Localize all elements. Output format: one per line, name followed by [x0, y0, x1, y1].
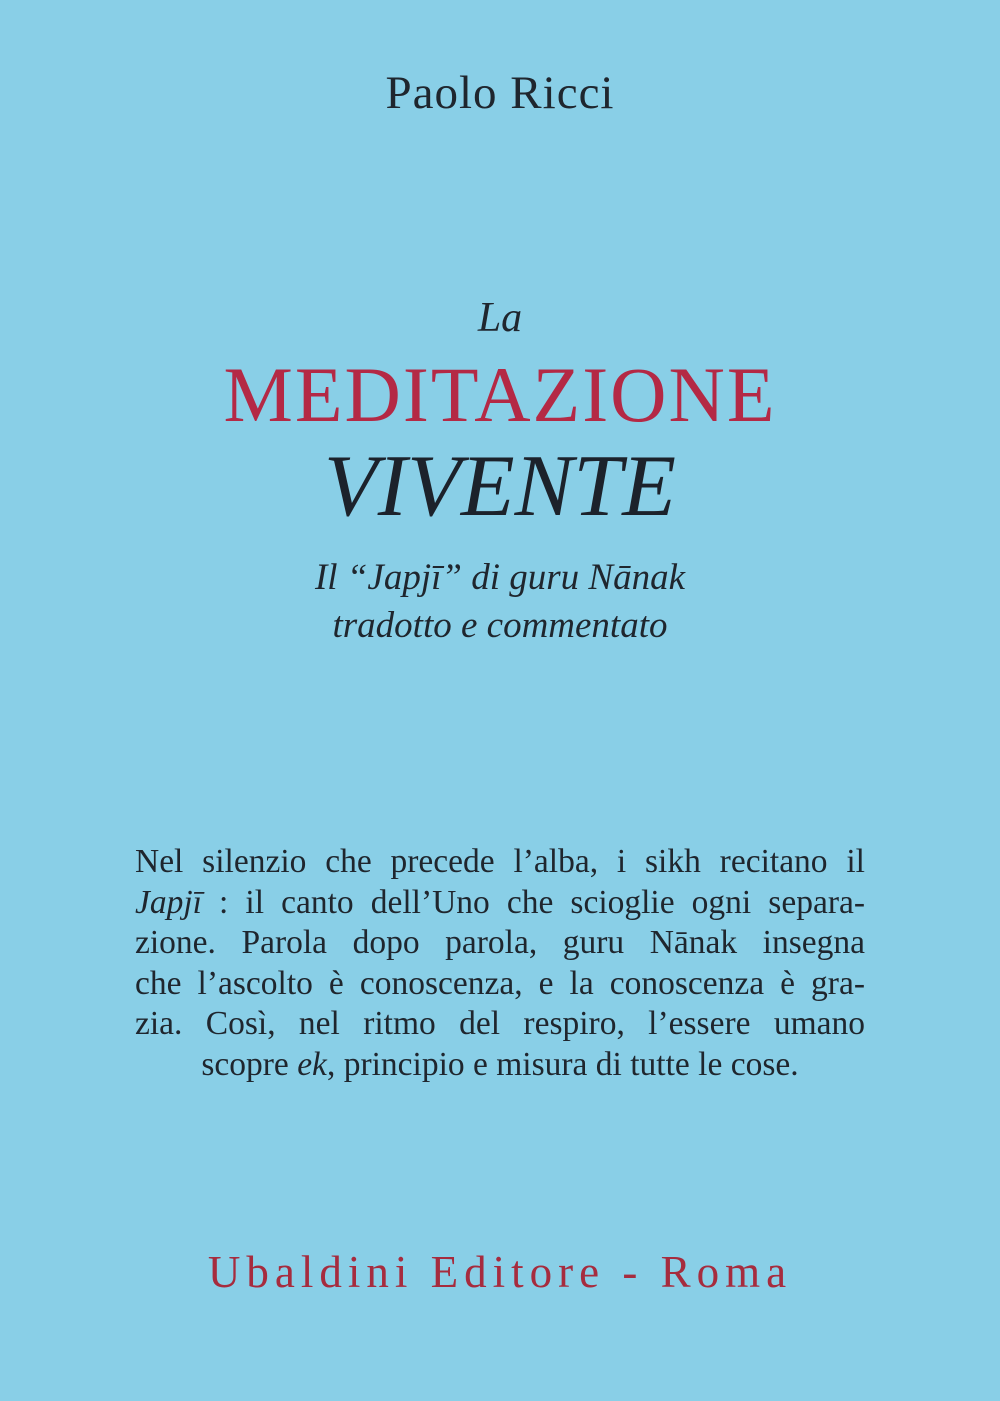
subtitle-line-1: Il “Japjī” di guru Nānak — [314, 557, 686, 598]
blurb-text: Nel silenzio che precede l’alba, i sikh recitano il — [135, 843, 865, 880]
title-main: MEDITAZIONE — [223, 351, 777, 438]
blurb-text: : il canto dell’Uno che scioglie ogni separa- — [201, 883, 865, 921]
blurb-text: zia. Così, nel ritmo del respiro, l’essere umano — [135, 1005, 865, 1042]
blurb-text: che l’ascolto è conoscenza, e la conoscenza è gra- — [135, 964, 865, 1002]
blurb-text: , principio e misura di tutte le cose. — [326, 1045, 799, 1083]
blurb-line-5 — [135, 1004, 865, 1045]
blurb-line-3 — [135, 923, 865, 964]
blurb-text: zione. Parola dopo parola, guru Nānak insegna — [135, 924, 865, 961]
blurb-text-italic: Japjī — [135, 883, 202, 921]
subtitle — [0, 554, 1000, 650]
blurb-text-italic: ek — [297, 1045, 327, 1083]
title-article: La — [477, 295, 523, 341]
subtitle-line-2: tradotto e commentato — [332, 605, 668, 646]
author-name: Paolo Ricci — [385, 67, 615, 119]
blurb-line-2 — [135, 883, 865, 924]
blurb-line-4 — [135, 964, 865, 1005]
blurb-line-1 — [135, 842, 865, 883]
title-secondary: VIVENTE — [324, 438, 676, 535]
blurb-text: scopre — [201, 1045, 298, 1083]
blurb-paragraph — [135, 842, 865, 1085]
blurb-line-6 — [135, 1045, 865, 1086]
publisher-imprint: Ubaldini Editore - Roma — [207, 1247, 793, 1297]
